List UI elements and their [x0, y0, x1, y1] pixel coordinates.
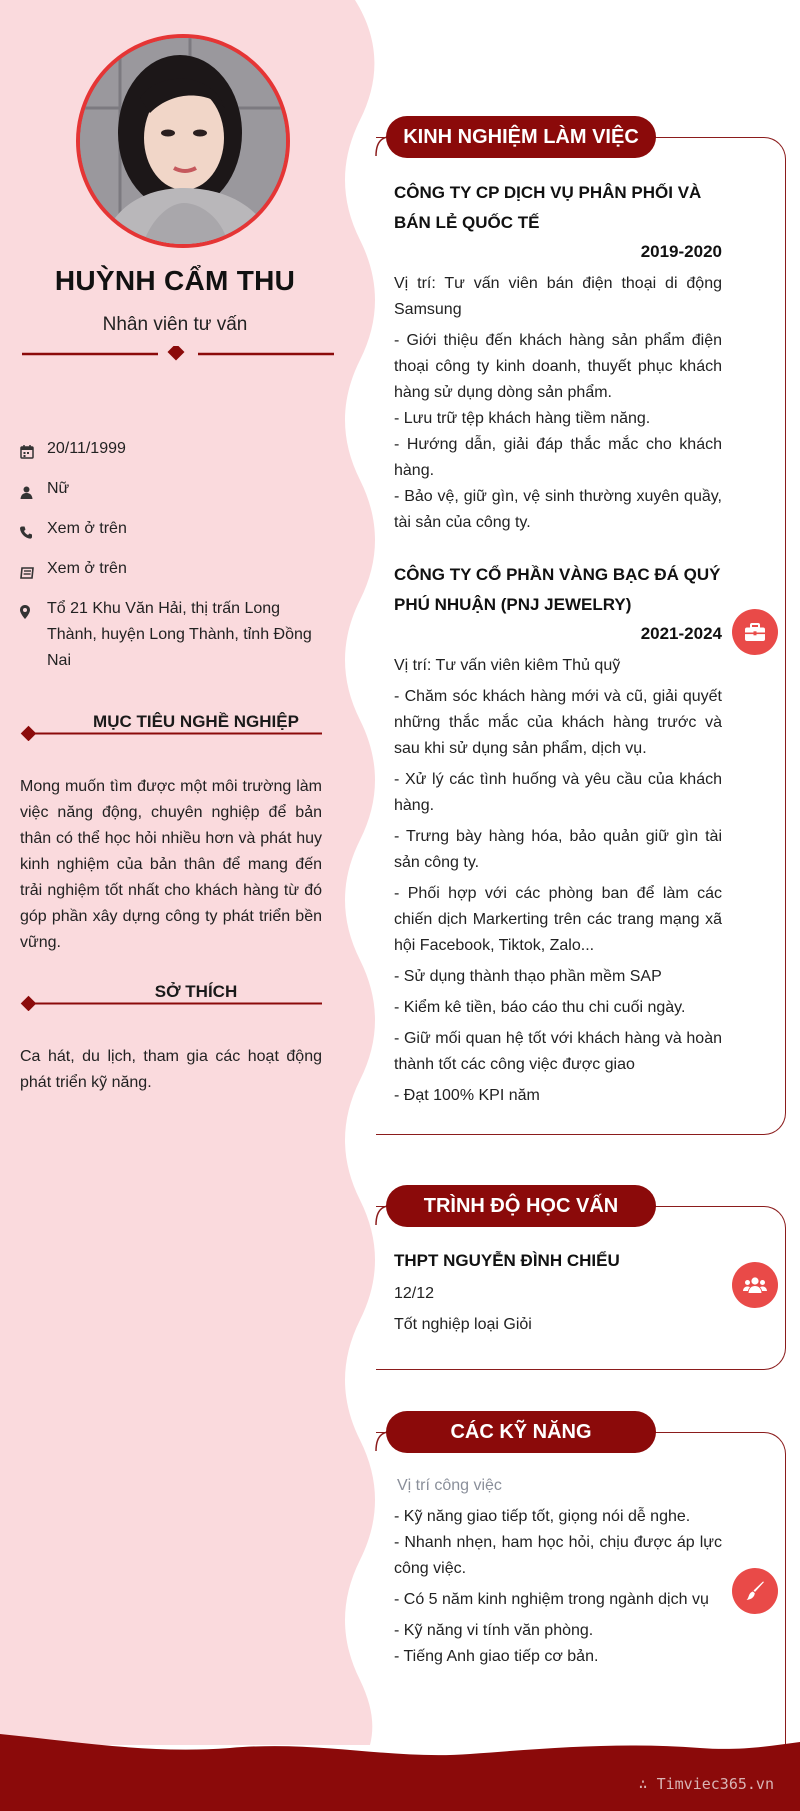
school-grade: 12/12	[394, 1285, 435, 1302]
skills-title: CÁC KỸ NĂNG	[386, 1411, 656, 1453]
job-position: Vị trí: Tư vấn viên kiêm Thủ quỹ	[394, 657, 621, 674]
education-content	[394, 1246, 722, 1338]
contact-value: Xem ở trên	[47, 560, 127, 577]
job-duty: - Xử lý các tình huống và yêu cầu của khách hàng.	[394, 771, 722, 814]
skills-badge	[732, 1568, 778, 1614]
job-duty: - Phối hợp với các phòng ban để làm các chiến dịch Markerting trên các trang mạng xã hội Facebook, Tiktok, Zalo...	[394, 885, 722, 954]
job-duty: - Chăm sóc khách hàng mới và cũ, giải quyết những thắc mắc của khách hàng trước và sau khi sử dụng sản phẩm, dịch vụ.	[394, 688, 722, 757]
portrait-photo-icon	[80, 38, 290, 248]
education-badge	[732, 1262, 778, 1308]
school-name: THPT NGUYỄN ĐÌNH CHIỂU	[394, 1251, 620, 1270]
contact-email	[20, 556, 320, 596]
job-company: CÔNG TY CỔ PHẦN VÀNG BẠC ĐÁ QUÝ PHÚ NHUẬN (PNJ JEWELRY)	[394, 565, 721, 614]
watermark: ∴ Timviec365.vn	[638, 1775, 774, 1793]
phone-icon	[20, 516, 47, 548]
contact-value: 20/11/1999	[47, 440, 126, 457]
section-divider	[20, 725, 322, 741]
experience-job-2	[394, 560, 722, 1109]
section-divider	[20, 995, 322, 1011]
contact-address	[20, 596, 320, 674]
job-company: CÔNG TY CP DỊCH VỤ PHÂN PHỐI VÀ BÁN LẺ QUỐC TẾ	[394, 183, 702, 232]
contact-value: Xem ở trên	[47, 520, 127, 537]
objective-text: Mong muốn tìm được một môi trường làm việc năng động, chuyên nghiệp để bản thân có thể học hỏi nhiều hơn và phát huy kinh nghiệm của bản thân để mang đến trải nghiệm tốt nhất cho khách hàng từ đó góp phần xây dựng công ty phát triển bền vững.	[20, 778, 322, 951]
job-duty: - Hướng dẫn, giải đáp thắc mắc cho khách hàng.	[394, 436, 722, 479]
job-duty: - Đạt 100% KPI năm	[394, 1087, 540, 1104]
objective-title: MỤC TIÊU NGHỀ NGHIỆP	[93, 712, 299, 731]
briefcase-icon	[744, 623, 766, 642]
contact-list	[20, 436, 320, 674]
experience-job-1	[394, 178, 722, 536]
contact-value: Tổ 21 Khu Văn Hải, thị trấn Long Thành, huyện Long Thành, tỉnh Đồng Nai	[47, 600, 312, 669]
email-icon	[20, 556, 47, 588]
contact-value: Nữ	[47, 480, 70, 497]
calendar-icon	[20, 436, 47, 468]
job-years: 2019-2020	[640, 242, 722, 261]
school-result: Tốt nghiệp loại Giỏi	[394, 1316, 532, 1333]
skill-item: - Có 5 năm kinh nghiệm trong ngành dịch vụ	[394, 1591, 709, 1608]
job-duty: - Bảo vệ, giữ gìn, vệ sinh thường xuyên quầy, tài sản của công ty.	[394, 488, 722, 531]
footer-wave	[0, 1734, 800, 1811]
job-duty: - Giới thiệu đến khách hàng sản phẩm điện thoại công ty kinh doanh, thuyết phục khách hàng sử dụng dòng sản phẩm.	[394, 332, 722, 401]
avatar	[76, 34, 290, 248]
job-duty: - Sử dụng thành thạo phần mềm SAP	[394, 968, 662, 985]
paintbrush-icon	[745, 1581, 765, 1601]
users-icon	[743, 1276, 767, 1294]
hobbies-title: SỞ THÍCH	[154, 982, 238, 1001]
job-duty: - Kiểm kê tiền, báo cáo thu chi cuối ngày.	[394, 999, 686, 1016]
education-title: TRÌNH ĐỘ HỌC VẤN	[386, 1185, 656, 1227]
contact-phone	[20, 516, 320, 556]
experience-title: KINH NGHIỆM LÀM VIỆC	[386, 116, 656, 158]
skill-item: - Kỹ năng giao tiếp tốt, giọng nói dễ nghe.	[394, 1508, 691, 1525]
candidate-name: HUỲNH CẨM THU	[54, 265, 296, 296]
objective-header	[20, 712, 322, 742]
job-duty: - Trưng bày hàng hóa, bảo quản giữ gìn tài sản công ty.	[394, 828, 722, 871]
experience-badge	[732, 609, 778, 655]
skill-item: - Tiếng Anh giao tiếp cơ bản.	[394, 1648, 599, 1665]
hobbies-header	[20, 982, 322, 1012]
job-years: 2021-2024	[640, 624, 722, 643]
skill-item: - Kỹ năng vi tính văn phòng.	[394, 1622, 594, 1639]
contact-birthday	[20, 436, 320, 476]
job-duty: - Giữ mối quan hệ tốt với khách hàng và hoàn thành tốt các công việc được giao	[394, 1030, 722, 1073]
skill-item: - Nhanh nhẹn, ham học hỏi, chịu được áp lực công việc.	[394, 1534, 722, 1577]
skills-content	[394, 1473, 722, 1670]
contact-gender	[20, 476, 320, 516]
hobbies-text: Ca hát, du lịch, tham gia các hoạt động phát triển kỹ năng.	[20, 1048, 322, 1091]
job-position: Vị trí: Tư vấn viên bán điện thoại di động Samsung	[394, 275, 722, 318]
skills-subtitle: Vị trí công việc	[397, 1477, 502, 1494]
candidate-title: Nhân viên tư vấn	[102, 314, 248, 335]
name-divider	[22, 346, 334, 362]
job-duty: - Lưu trữ tệp khách hàng tiềm năng.	[394, 410, 651, 427]
location-icon	[20, 596, 47, 628]
gender-icon	[20, 476, 47, 508]
